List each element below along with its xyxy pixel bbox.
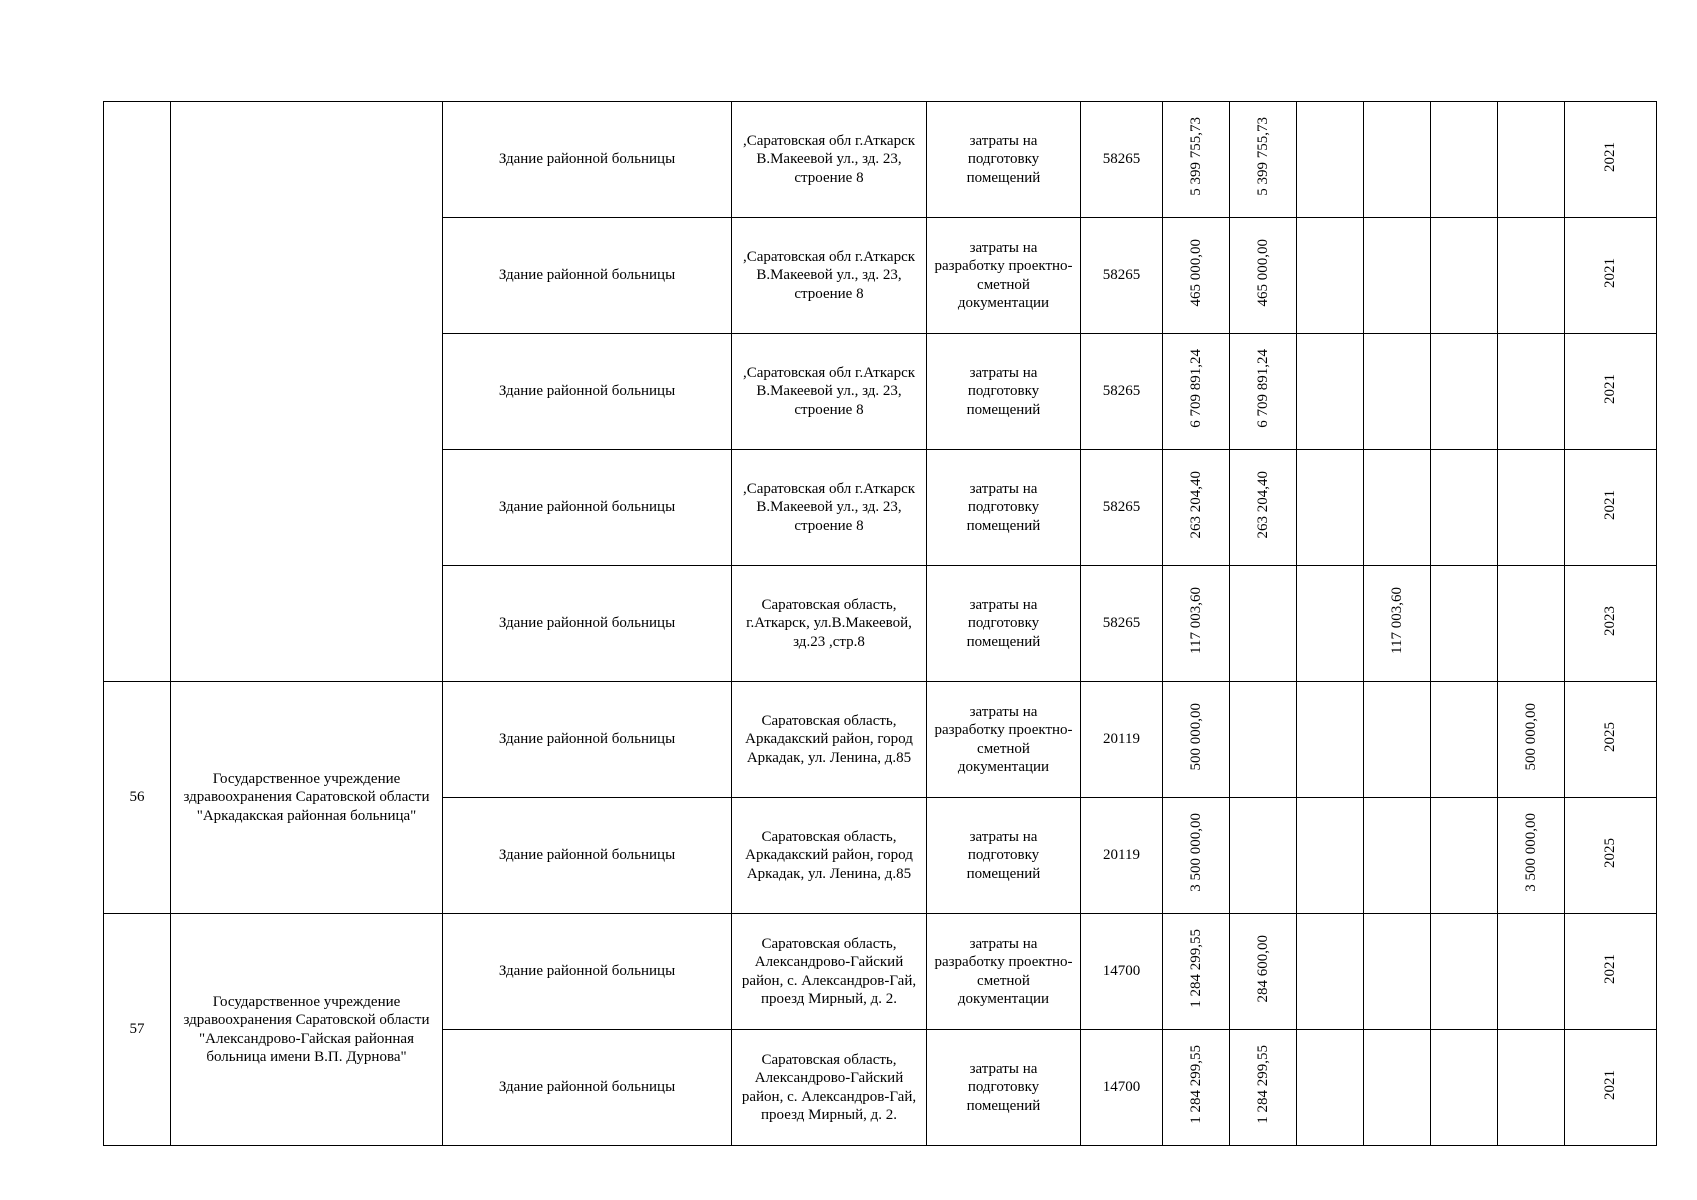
amount-2023-cell: 117 003,60 [1364,566,1431,682]
amount-2023-cell [1364,334,1431,450]
code-cell: 20119 [1081,682,1163,798]
amount-2024-cell [1431,798,1498,914]
organization-cell: Государственное учреждение здравоохранения Саратовской области "Аркадакская районная больница" [171,682,443,914]
year-cell: 2021 [1565,450,1657,566]
amount-2022-cell [1297,102,1364,218]
total-cell: 1 284 299,55 [1163,1030,1230,1146]
table-row [104,682,1657,798]
amount-2024-cell [1431,682,1498,798]
year-cell: 2023 [1565,566,1657,682]
code-cell: 14700 [1081,1030,1163,1146]
amount-2024-cell [1431,566,1498,682]
total-cell: 117 003,60 [1163,566,1230,682]
year-cell: 2025 [1565,798,1657,914]
total-cell: 465 000,00 [1163,218,1230,334]
program-table [103,101,1657,1146]
organization-cell [171,102,443,682]
amount-2021-cell: 263 204,40 [1230,450,1297,566]
purpose-cell: затраты на подготовку помещений [927,798,1081,914]
amount-2021-cell [1230,682,1297,798]
object-cell: Здание районной больницы [443,218,732,334]
total-cell: 1 284 299,55 [1163,914,1230,1030]
amount-2023-cell [1364,450,1431,566]
amount-2023-cell [1364,102,1431,218]
year-cell: 2021 [1565,914,1657,1030]
amount-2021-cell: 465 000,00 [1230,218,1297,334]
purpose-cell: затраты на разработку проектно-сметной документации [927,914,1081,1030]
amount-2022-cell [1297,334,1364,450]
total-cell: 263 204,40 [1163,450,1230,566]
code-cell: 58265 [1081,218,1163,334]
code-cell: 14700 [1081,914,1163,1030]
purpose-cell: затраты на подготовку помещений [927,102,1081,218]
row-number-cell [104,102,171,682]
amount-2022-cell [1297,450,1364,566]
year-cell: 2021 [1565,1030,1657,1146]
amount-2024-cell [1431,334,1498,450]
amount-2021-cell: 284 600,00 [1230,914,1297,1030]
address-cell: ,Саратовская обл г.Аткарск В.Макеевой ул., зд. 23, строение 8 [732,218,927,334]
year-cell: 2021 [1565,102,1657,218]
amount-2022-cell [1297,682,1364,798]
amount-2022-cell [1297,566,1364,682]
total-cell: 3 500 000,00 [1163,798,1230,914]
purpose-cell: затраты на подготовку помещений [927,334,1081,450]
amount-2024-cell [1431,102,1498,218]
amount-2023-cell [1364,1030,1431,1146]
object-cell: Здание районной больницы [443,450,732,566]
amount-2021-cell [1230,798,1297,914]
address-cell: ,Саратовская обл г.Аткарск В.Макеевой ул., зд. 23, строение 8 [732,450,927,566]
object-cell: Здание районной больницы [443,566,732,682]
object-cell: Здание районной больницы [443,1030,732,1146]
amount-2025-cell [1498,566,1565,682]
purpose-cell: затраты на подготовку помещений [927,1030,1081,1146]
amount-2023-cell [1364,914,1431,1030]
amount-2025-cell [1498,1030,1565,1146]
amount-2025-cell [1498,450,1565,566]
amount-2025-cell [1498,218,1565,334]
code-cell: 58265 [1081,334,1163,450]
table-row [104,102,1657,218]
amount-2022-cell [1297,914,1364,1030]
amount-2025-cell: 500 000,00 [1498,682,1565,798]
address-cell: ,Саратовская обл г.Аткарск В.Макеевой ул., зд. 23, строение 8 [732,102,927,218]
purpose-cell: затраты на разработку проектно-сметной документации [927,682,1081,798]
code-cell: 58265 [1081,102,1163,218]
amount-2025-cell [1498,102,1565,218]
purpose-cell: затраты на разработку проектно-сметной документации [927,218,1081,334]
amount-2024-cell [1431,914,1498,1030]
amount-2022-cell [1297,798,1364,914]
object-cell: Здание районной больницы [443,102,732,218]
year-cell: 2021 [1565,334,1657,450]
amount-2024-cell [1431,1030,1498,1146]
total-cell: 500 000,00 [1163,682,1230,798]
amount-2025-cell: 3 500 000,00 [1498,798,1565,914]
object-cell: Здание районной больницы [443,914,732,1030]
row-number-cell: 56 [104,682,171,914]
object-cell: Здание районной больницы [443,682,732,798]
address-cell: Саратовская область, г.Аткарск, ул.В.Макеевой, зд.23 ,стр.8 [732,566,927,682]
purpose-cell: затраты на подготовку помещений [927,450,1081,566]
year-cell: 2021 [1565,218,1657,334]
address-cell: Саратовская область, Аркадакский район, город Аркадак, ул. Ленина, д.85 [732,798,927,914]
year-cell: 2025 [1565,682,1657,798]
amount-2023-cell [1364,798,1431,914]
code-cell: 20119 [1081,798,1163,914]
amount-2021-cell [1230,566,1297,682]
address-cell: Саратовская область, Аркадакский район, город Аркадак, ул. Ленина, д.85 [732,682,927,798]
amount-2022-cell [1297,1030,1364,1146]
total-cell: 6 709 891,24 [1163,334,1230,450]
amount-2024-cell [1431,218,1498,334]
code-cell: 58265 [1081,450,1163,566]
row-number-cell: 57 [104,914,171,1146]
table-row [104,914,1657,1030]
amount-2023-cell [1364,682,1431,798]
amount-2022-cell [1297,218,1364,334]
purpose-cell: затраты на подготовку помещений [927,566,1081,682]
address-cell: Саратовская область, Александрово-Гайский район, с. Александров-Гай, проезд Мирный, д. 2. [732,1030,927,1146]
amount-2025-cell [1498,914,1565,1030]
amount-2021-cell: 1 284 299,55 [1230,1030,1297,1146]
amount-2023-cell [1364,218,1431,334]
amount-2021-cell: 6 709 891,24 [1230,334,1297,450]
amount-2025-cell [1498,334,1565,450]
code-cell: 58265 [1081,566,1163,682]
address-cell: ,Саратовская обл г.Аткарск В.Макеевой ул., зд. 23, строение 8 [732,334,927,450]
object-cell: Здание районной больницы [443,798,732,914]
address-cell: Саратовская область, Александрово-Гайский район, с. Александров-Гай, проезд Мирный, д. 2. [732,914,927,1030]
amount-2024-cell [1431,450,1498,566]
object-cell: Здание районной больницы [443,334,732,450]
amount-2021-cell: 5 399 755,73 [1230,102,1297,218]
total-cell: 5 399 755,73 [1163,102,1230,218]
organization-cell: Государственное учреждение здравоохранения Саратовской области "Александрово-Гайская районная больница имени В.П. Дурнова" [171,914,443,1146]
